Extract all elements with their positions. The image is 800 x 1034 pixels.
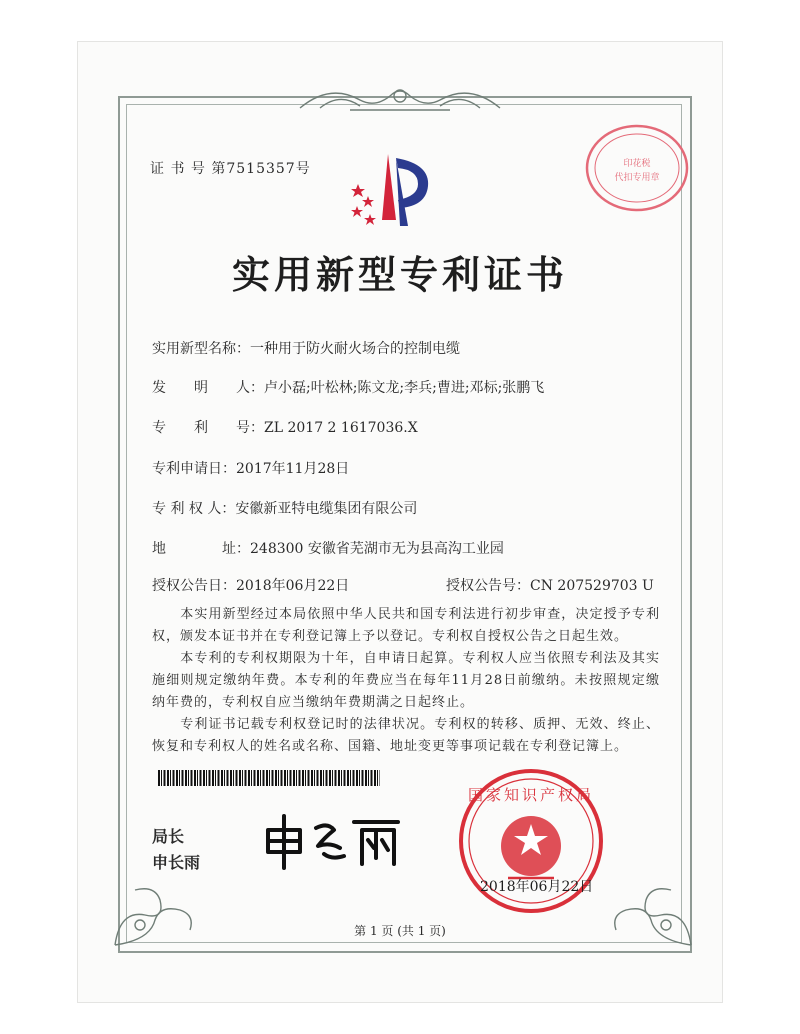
field-patent-number [152,417,418,437]
field-value: 248300 安徽省芜湖市无为县高沟工业园 [250,541,504,557]
field-value: 卢小磊;叶松林;陈文龙;李兵;曹进;邓标;张鹏飞 [264,380,545,396]
certificate-title: 实用新型专利证书 [231,253,568,297]
field-value: 2018年06月22日 [236,578,350,594]
svg-text:印花税: 印花税 [623,159,651,169]
field-value: 一种用于防火耐火场合的控制电缆 [250,341,460,357]
field-label: 专 利 权 人： [152,501,236,517]
field-label: 授权公告日： [152,578,236,594]
field-name [152,338,460,358]
field-grant-number [446,575,654,595]
svg-text:代扣专用章: 代扣专用章 [614,173,660,183]
field-value: CN 207529703 U [530,578,654,594]
patent-office-logo [348,150,438,232]
certificate-number: 证 书 号 第7515357号 [150,161,311,177]
field-grant-date [152,575,349,595]
field-inventors [152,377,544,397]
field-label: 地 址： [152,541,250,557]
seal-text: 国家知识产权局 [467,786,595,804]
field-patentee [152,498,417,518]
seal-date: 2018年06月22日 [480,879,594,895]
paragraph-grant: 本实用新型经过本局依照中华人民共和国专利法进行初步审查，决定授予专利权，颁发本证书并在专利登记簿上予以登记。专利权自授权公告之日起生效。 [152,607,660,644]
field-label: 专 利 号： [152,420,264,436]
field-value: 安徽新亚特电缆集团有限公司 [235,501,418,517]
field-address [152,538,504,558]
field-label: 实用新型名称： [152,341,250,357]
field-label: 发 明 人： [152,380,264,396]
barcode [158,770,380,786]
handwritten-signature [258,808,408,872]
paragraph-legal-status: 专利证书记载专利权登记时的法律状况。专利权的转移、质押、无效、终止、恢复和专利权人的姓名或名称、国籍、地址变更等事项记载在专利登记簿上。 [152,717,660,754]
field-label: 授权公告号： [446,578,530,594]
top-ornament [290,78,510,118]
signatory-name: 申长雨 [152,853,201,872]
paragraph-term: 本专利的专利权期限为十年，自申请日起算。专利权人应当依照专利法及其实施细则规定缴纳年费。本专利的年费应当在每年11月28日前缴纳。未按照规定缴纳年费的，专利权自应当缴纳年费期满之日起终止。 [152,651,660,710]
field-value: 2017年11月28日 [236,461,350,477]
tax-stamp [582,122,692,214]
field-application-date [152,458,349,478]
signatory-title: 局长 [152,827,185,846]
field-value: ZL 2017 2 1617036.X [264,420,418,436]
page-footer: 第 1 页 (共 1 页) [354,924,446,938]
field-label: 专利申请日： [152,461,236,477]
